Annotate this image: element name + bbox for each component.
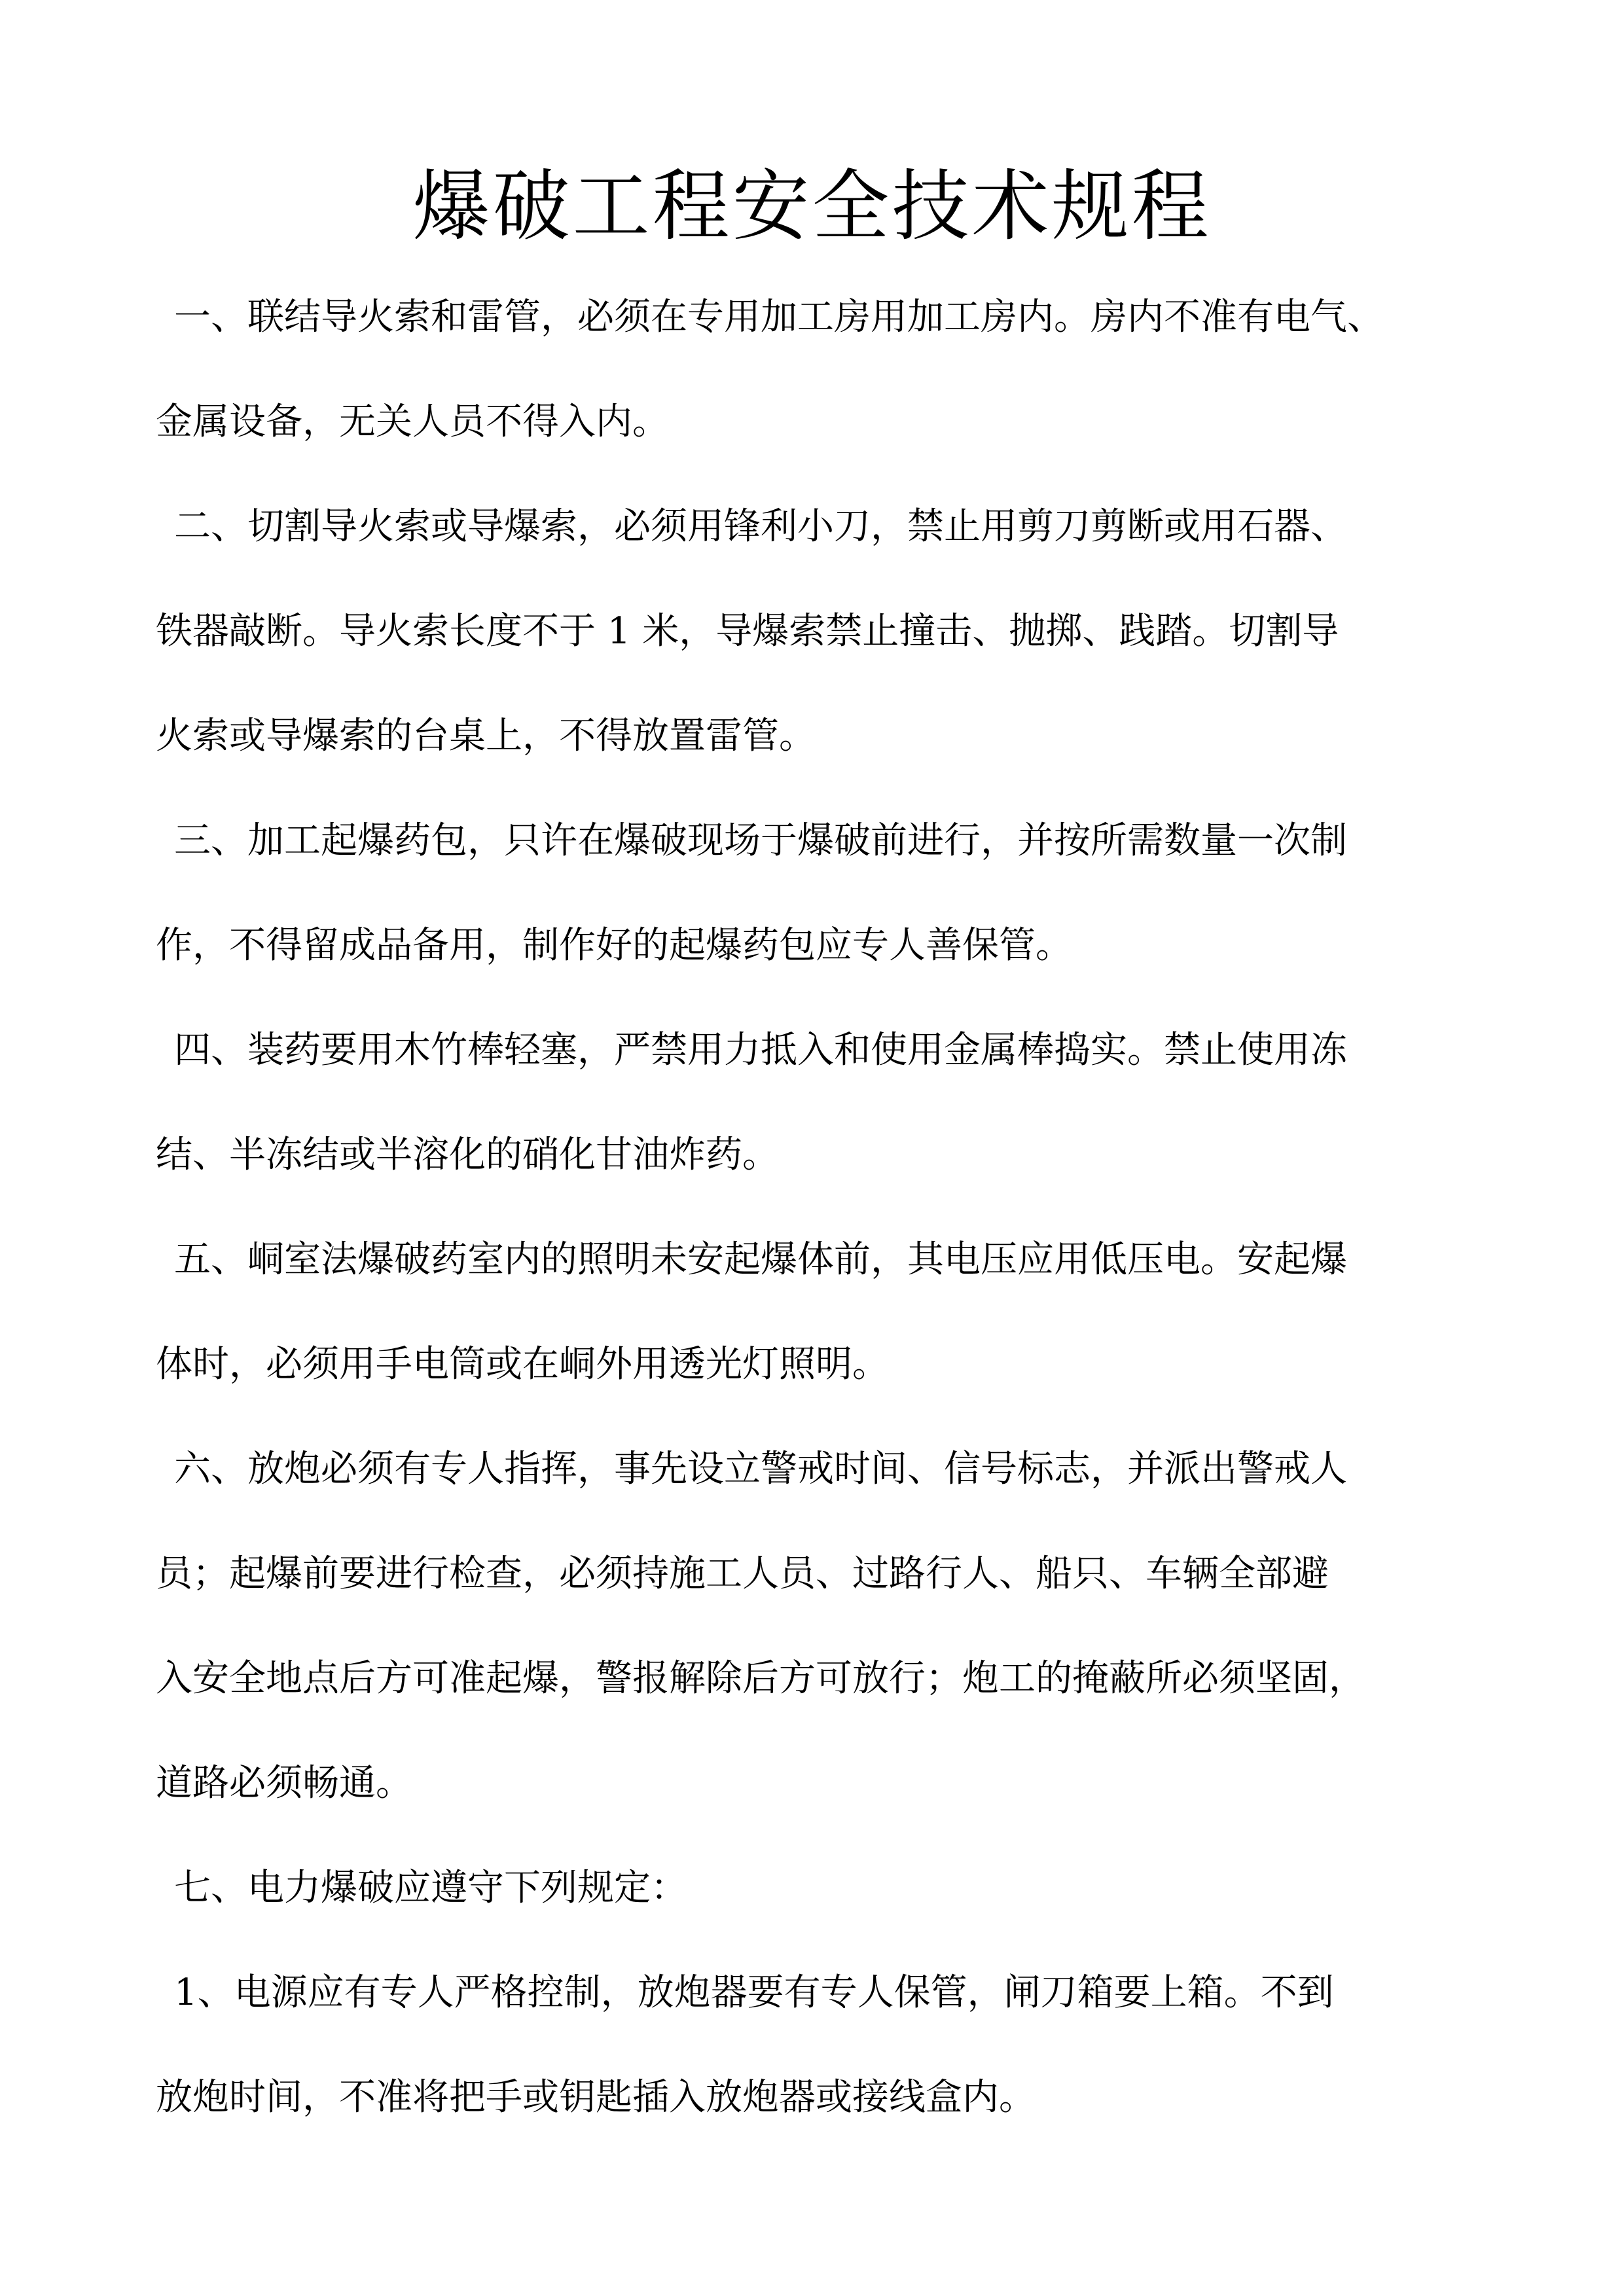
paragraph-line: 员；起爆前要进行检查，必须持施工人员、过路行人、船只、车辆全部避 (156, 1552, 1329, 1595)
paragraph-line: 结、半冻结或半溶化的硝化甘油炸药。 (156, 1134, 779, 1176)
paragraph-line: 三、加工起爆药包，只许在爆破现场于爆破前进行，并按所需数量一次制 (174, 819, 1347, 862)
paragraph-line: 二、切割导火索或导爆索，必须用锋利小刀，禁止用剪刀剪断或用石器、 (174, 505, 1347, 548)
paragraph-line: 七、电力爆破应遵守下列规定： (174, 1867, 687, 1909)
paragraph-line: 五、峒室法爆破药室内的照明未安起爆体前，其电压应用低压电。安起爆 (174, 1238, 1347, 1281)
paragraph-line: 四、装药要用木竹棒轻塞，严禁用力抵入和使用金属棒捣实。禁止使用冻 (174, 1029, 1347, 1071)
paragraph-line: 金属设备，无关人员不得入内。 (156, 401, 669, 443)
document-title: 爆破工程安全技术规程 (412, 161, 1212, 251)
paragraph-line: 体时，必须用手电筒或在峒外用透光灯照明。 (156, 1343, 889, 1386)
paragraph-line: 作，不得留成品备用，制作好的起爆药包应专人善保管。 (156, 924, 1072, 967)
paragraph-line: 六、放炮必须有专人指挥，事先设立警戒时间、信号标志，并派出警戒人 (174, 1448, 1347, 1490)
paragraph-line: 铁器敲断。导火索长度不于 1 米，导爆索禁止撞击、抛掷、践踏。切割导 (156, 610, 1339, 653)
paragraph-line: 1、电源应有专人严格控制，放炮器要有专人保管，闸刀箱要上箱。不到 (174, 1971, 1334, 2014)
paragraph-line: 入安全地点后方可准起爆，警报解除后方可放行；炮工的掩蔽所必须坚固， (156, 1657, 1365, 1700)
paragraph-line: 火索或导爆索的台桌上，不得放置雷管。 (156, 715, 816, 757)
document-body (156, 265, 1498, 2150)
paragraph-line: 放炮时间，不准将把手或钥匙插入放炮器或接线盒内。 (156, 2076, 1036, 2119)
paragraph-line: 道路必须畅通。 (156, 1762, 412, 1804)
paragraph-line: 一、联结导火索和雷管，必须在专用加工房用加工房内。房内不准有电气、 (174, 296, 1384, 338)
